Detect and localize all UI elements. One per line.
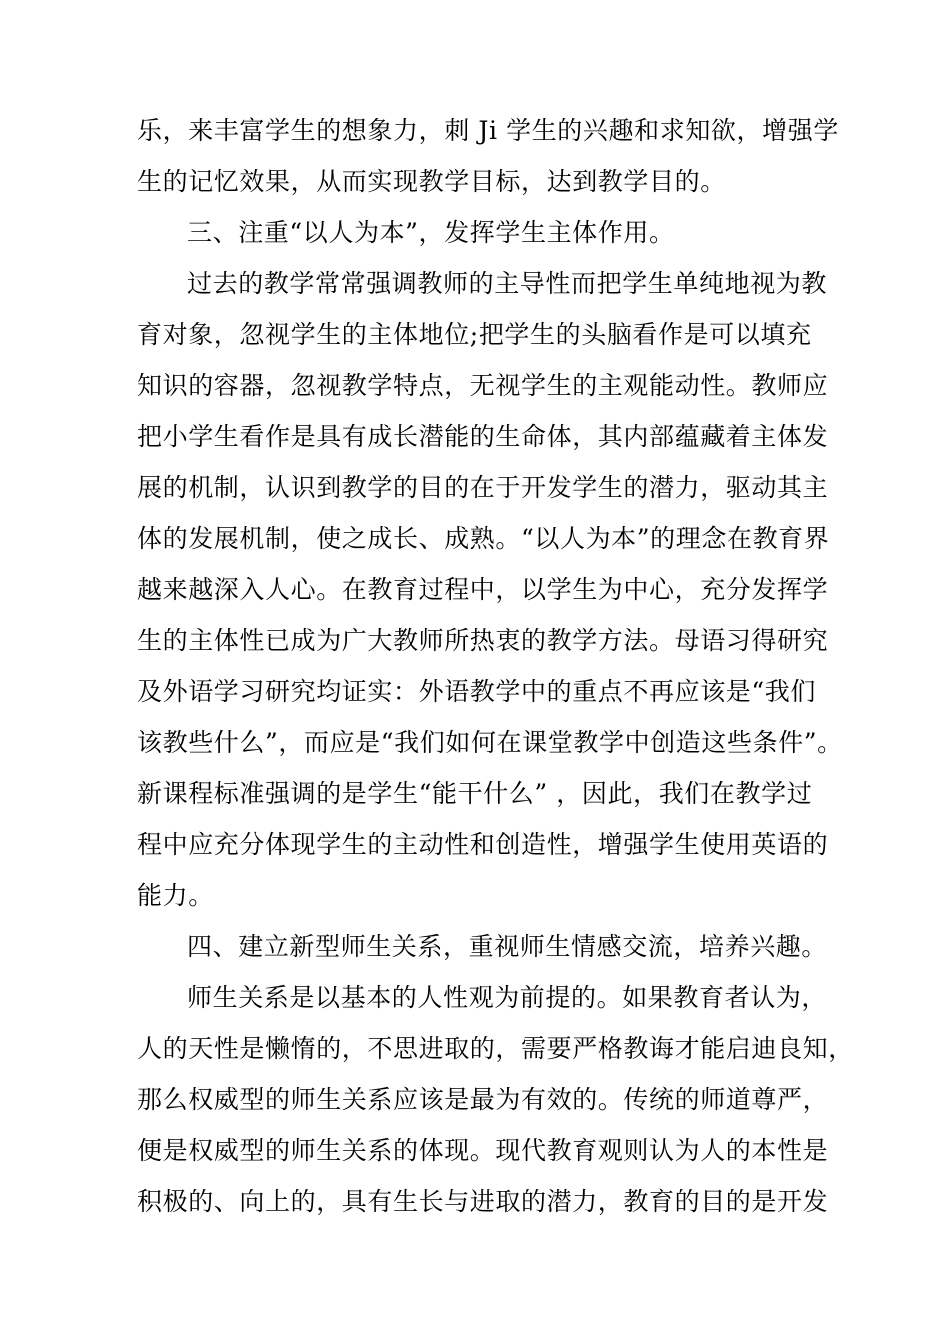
text-line: 及外语学习研究均证实：外语教学中的重点不再应该是“我们 (137, 677, 816, 706)
text-line: 越来越深入人心。在教育过程中，以学生为中心，充分发挥学 (137, 575, 829, 604)
text-line: 过去的教学常常强调教师的主导性而把学生单纯地视为教 (187, 269, 828, 298)
text-line: 把小学生看作是具有成长潜能的生命体，其内部蕴藏着主体发 (137, 422, 829, 451)
text-line: 该教些什么”，而应是“我们如何在课堂教学中创造这些条件”。 (137, 728, 843, 757)
text-line: 体的发展机制，使之成长、成熟。“以人为本”的理念在教育界 (137, 524, 830, 553)
text-line: 能力。 (137, 881, 214, 910)
section-heading-4: 四、建立新型师生关系，重视师生情感交流，培养兴趣。 (187, 932, 828, 961)
text-line: 育对象，忽视学生的主体地位;把学生的头脑看作是可以填充 (137, 320, 812, 349)
text-line: 人的天性是懒惰的，不思进取的，需要严格教诲才能启迪良知， (137, 1034, 854, 1063)
text-line: 师生关系是以基本的人性观为前提的。如果教育者认为， (187, 983, 828, 1012)
text-line: 便是权威型的师生关系的体现。现代教育观则认为人的本性是 (137, 1136, 829, 1165)
text-line: 程中应充分体现学生的主动性和创造性，增强学生使用英语的 (137, 830, 829, 859)
text-line: 展的机制，认识到教学的目的在于开发学生的潜力，驱动其主 (137, 473, 829, 502)
text-line: 知识的容器，忽视教学特点，无视学生的主观能动性。教师应 (137, 371, 829, 400)
text-line: 乐，来丰富学生的想象力，刺 Ji 学生的兴趣和求知欲，增强学 (137, 116, 839, 145)
text-line: 那么权威型的师生关系应该是最为有效的。传统的师道尊严， (137, 1085, 829, 1114)
text-line: 新课程标准强调的是学生“能干什么” ，因此，我们在教学过 (137, 779, 813, 808)
section-heading-3: 三、注重“以人为本”，发挥学生主体作用。 (187, 218, 675, 247)
text-line: 生的主体性已成为广大教师所热衷的教学方法。母语习得研究 (137, 626, 829, 655)
text-line: 生的记忆效果，从而实现教学目标，达到教学目的。 (137, 167, 726, 196)
text-line: 积极的、向上的，具有生长与进取的潜力，教育的目的是开发 (137, 1187, 829, 1216)
